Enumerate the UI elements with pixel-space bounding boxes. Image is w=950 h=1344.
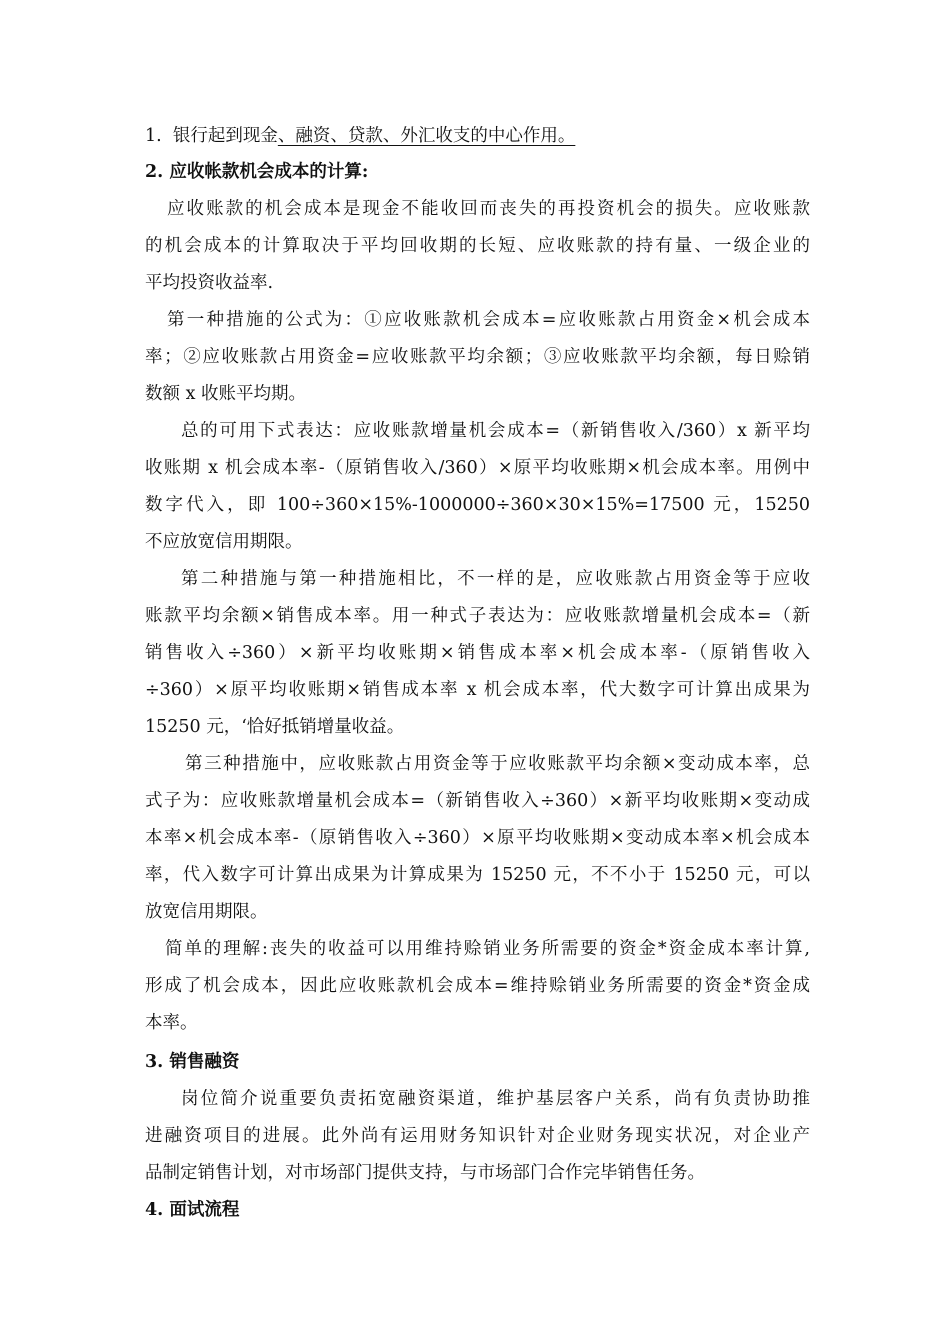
text-line: 应收账款的机会成本是现金不能收回而丧失的再投资机会的损失。应收账款 bbox=[167, 199, 810, 219]
text-line: 率；②应收账款占用资金=应收账款平均余额；③应收账款平均余额，每日赊销 bbox=[145, 347, 810, 367]
paragraph-7 bbox=[145, 1081, 810, 1192]
underlined-text: 、融资、贷款、外汇收支的中心作用。 bbox=[277, 126, 576, 146]
paragraph-3 bbox=[145, 413, 810, 561]
text-line: 账款平均余额×销售成本率。用一种式子表达为：应收账款增量机会成本=（新 bbox=[145, 606, 810, 626]
text-line: 销售收入÷360）×新平均收账期×销售成本率×机会成本率-（原销售收入 bbox=[145, 643, 810, 663]
section-heading-2: 2. 应收帐款机会成本的计算: bbox=[145, 162, 369, 182]
paragraph-1 bbox=[145, 191, 810, 302]
text-line: 形成了机会成本，因此应收账款机会成本=维持赊销业务所需要的资金*资金成 bbox=[145, 976, 810, 996]
paragraph-5 bbox=[145, 746, 810, 931]
text-line: 放宽信用期限。 bbox=[145, 902, 268, 922]
text-line: 第二种措施与第一种措施相比，不一样的是，应收账款占用资金等于应收 bbox=[181, 569, 810, 589]
list-text: 银行起到现金 bbox=[172, 126, 278, 146]
text-line: 不应放宽信用期限。 bbox=[145, 532, 303, 552]
text-line: 进融资项目的进展。此外尚有运用财务知识针对企业财务现实状况，对企业产 bbox=[145, 1126, 810, 1146]
text-line: 简单的理解:丧失的收益可以用维持赊销业务所需要的资金*资金成本率计算, bbox=[165, 939, 810, 959]
text-line: 数字代入，即 100÷360×15%-1000000÷360×30×15%=17500 元，15250 bbox=[145, 495, 810, 515]
text-line: 式子为：应收账款增量机会成本=（新销售收入÷360）×新平均收账期×变动成 bbox=[145, 791, 810, 811]
text-line: 第三种措施中，应收账款占用资金等于应收账款平均余额×变动成本率，总 bbox=[185, 754, 810, 774]
list-number: 1. bbox=[145, 126, 162, 146]
text-line: 平均投资收益率. bbox=[145, 273, 274, 293]
section-heading-3: 3. 销售融资 bbox=[145, 1052, 240, 1072]
paragraph-6 bbox=[145, 931, 810, 1042]
text-line: 15250 元，‘恰好抵销增量收益。 bbox=[145, 717, 405, 737]
text-line: 率，代入数字可计算出成果为计算成果为 15250 元，不不小于 15250 元，可以 bbox=[145, 865, 810, 885]
document-body bbox=[145, 118, 810, 1229]
paragraph-2 bbox=[145, 302, 810, 413]
text-line: 收账期 x 机会成本率-（原销售收入/360）×原平均收账期×机会成本率。用例中 bbox=[145, 458, 810, 478]
paragraph-4 bbox=[145, 561, 810, 746]
text-line: 的机会成本的计算取决于平均回收期的长短、应收账款的持有量、一级企业的 bbox=[145, 236, 810, 256]
text-line: 岗位简介说重要负责拓宽融资渠道，维护基层客户关系，尚有负责协助推 bbox=[181, 1089, 810, 1109]
text-line: 总的可用下式表达：应收账款增量机会成本=（新销售收入/360）x 新平均 bbox=[181, 421, 810, 441]
list-item-1 bbox=[145, 118, 810, 154]
text-line: 本率。 bbox=[145, 1013, 198, 1033]
text-line: 第一种措施的公式为：①应收账款机会成本=应收账款占用资金×机会成本 bbox=[167, 310, 810, 330]
text-line: 本率×机会成本率-（原销售收入÷360）×原平均收账期×变动成本率×机会成本 bbox=[145, 828, 810, 848]
text-line: 数额 x 收账平均期。 bbox=[145, 384, 306, 404]
text-line: 品制定销售计划，对市场部门提供支持，与市场部门合作完毕销售任务。 bbox=[145, 1163, 705, 1183]
section-heading-4: 4. 面试流程 bbox=[145, 1200, 240, 1220]
text-line: ÷360）×原平均收账期×销售成本率 x 机会成本率，代大数字可计算出成果为 bbox=[145, 680, 810, 700]
